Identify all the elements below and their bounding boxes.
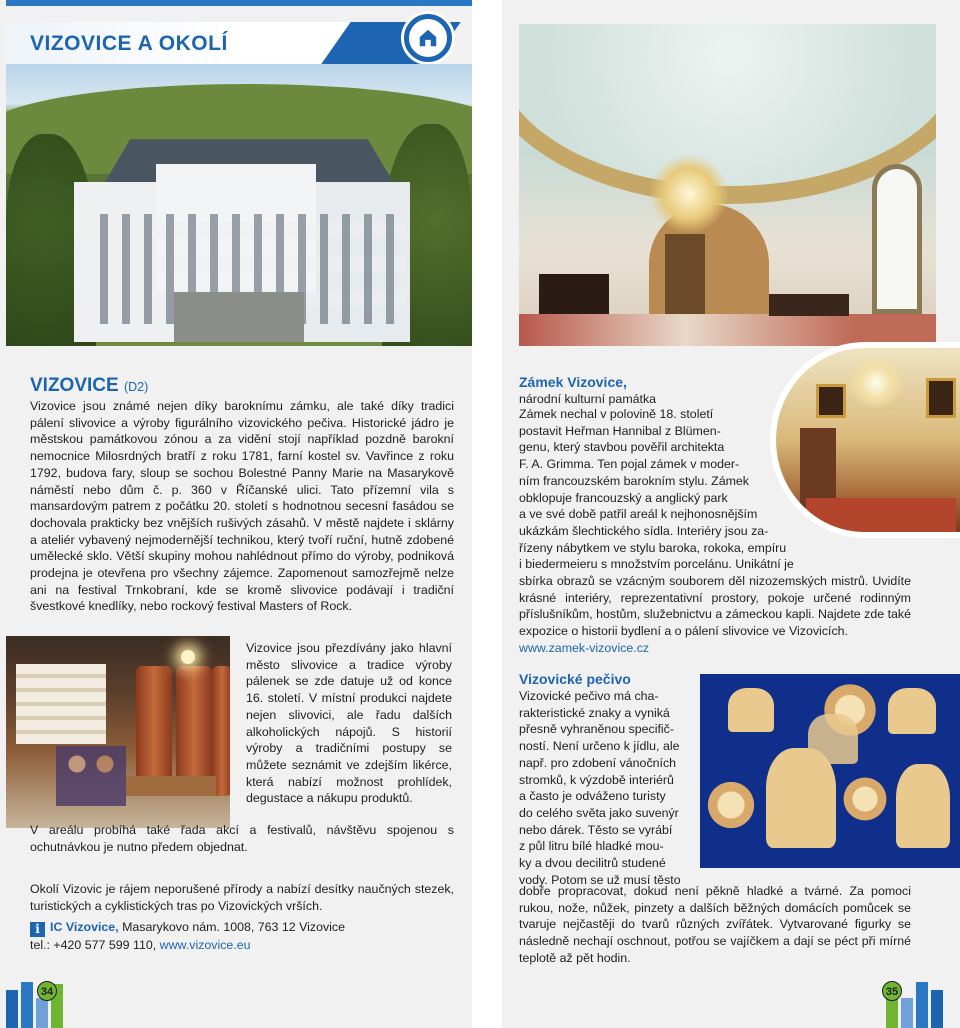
castle-rest: sbírka obrazů se vzácným souborem děl nizozemských mistrů. Uvidíte krásné interiéry, reprezentativní prostory, pokoje určené rodinným příslušníkům, hostům, služebnictvu a zámeckou kapli. Najdete zde také expozice o historii bydlení a o pálení slivovice ve Vizovicích. www.zamek-vizovice.cz <box>519 574 911 655</box>
page-number-left: 34 <box>37 981 57 1001</box>
castle-heading: Zámek Vizovice, <box>519 374 627 390</box>
info-block <box>30 919 454 954</box>
home-button[interactable] <box>404 14 452 62</box>
intro-text: Vizovice jsou známé nejen díky baroknímu zámku, ale také díky tradici pálení slivovice a výroby figurálního vizovického pečiva. Historické jádro je městskou památkovou zónou a za vidění stojí například pozdně barokní nemocnice Milosrdných bratří z roku 1781, farní kostel sv. Vavřince z roku 1792, budova fary, sloup se sochou Bolestné Panny Marie na Masarykově náměstí nebo dům č. p. 360 v Říčanské ulici. Tato přízemní vila s mansardovým patrem z počátku 20. století s hodnotnou secesní fasádou se dochovala prakticky bez vnějších rušivých zásahů. V městě najdete i sklárny a ateliér vybavený nejmodernější technikou, který tvoří ruční, hutně zdobené umělecké sklo. Větší skupiny mohou nahlédnout přímo do výroby, podniková prodejna je otevřena pro všechny zájemce. Zapomenout samozřejmě nelze ani na festival Trnkobraní, kde se kromě slivovice podávají i tradiční švestkové knedlíky, nebo rockový festival Masters of Rock. <box>30 399 454 614</box>
page-gutter <box>472 0 502 1028</box>
page-number-right: 35 <box>882 981 902 1001</box>
gingerbread-photo <box>700 674 960 868</box>
castle-subheading: národní kulturní památka <box>519 392 657 406</box>
header-band <box>6 0 472 6</box>
chateau-photo <box>6 64 472 346</box>
pastry-block: Vizovické pečivo Vizovické pečivo má cha- rakteristické znaky a vyniká přesně vyhraněnou specifič- ností. Není určeno k jídlu, ale např. pro zdobení vánočních stromků, k výzdobě interiérů a často je odváženo turisty do celého světa jako suvenýr nebo dárek. Těsto se vyrábí z půl litru bílé hladké mou- ky a dvou decilitrů studené vody. Potom se už musí těsto <box>519 670 699 888</box>
vizovice-heading: VIZOVICE (D2) <box>30 375 149 396</box>
pastry-heading: Vizovické pečivo <box>519 671 631 687</box>
vizovice-intro <box>30 375 454 615</box>
distillery-photo <box>6 636 230 828</box>
hall-photo <box>519 24 936 346</box>
interior-photo <box>770 342 960 538</box>
info-phone: tel.: +420 577 599 110, <box>30 938 157 952</box>
page-title: VIZOVICE A OKOLÍ <box>30 32 228 55</box>
info-name: IC Vizovice, <box>50 920 119 934</box>
castle-lines: Zámek nechal v polovině 18. století postavit Heřman Hannibal z Blümen- genu, který stavbou pověřil architekta F. A. Grimma. Ten pojal zámek v moder- ním francouzském barokním stylu. Zámek obklopuje francouzský a anglický park a ve své době patřil areál k nejhonosnějším ukázkám šlechtického sídla. Interiéry jsou za- řízeny nábytkem ve stylu baroka, rokoka, empíru i biedermeieru s množstvím porcelánu. Unikátní je <box>519 407 794 572</box>
slivovice-full: V areálu probíhá také řada akcí a festivalů, návštěvu spojenou s ochutnávkou je nutno předem objednat. <box>30 823 454 854</box>
home-icon <box>417 27 439 49</box>
nature-text: Okolí Vizovic je rájem neporušené přírody a nabízí desítky naučných stezek, turistických a cyklistických tras po Vizovických vrších. <box>30 882 454 913</box>
title-bar <box>6 22 406 64</box>
info-address: Masarykovo nám. 1008, 763 12 Vizovice <box>122 920 346 934</box>
pastry-rest: dobře propracovat, dokud není pěkně hladké a tvárné. Za pomoci rukou, nože, nůžek, pinzety a dalších běžných domácích pomůcek se tvaruje nejčastěji do tvarů různých zvířátek. Vytvarované figurky se následně nechají oschnout, potřou se vajíčkem a dají se péct při mírné teplotě až pět hodin. <box>519 884 911 965</box>
info-web-link[interactable]: www.vizovice.eu <box>159 938 251 952</box>
info-icon: i <box>30 922 45 937</box>
castle-block <box>519 373 769 408</box>
slivovice-side: Vizovice jsou přezdívány jako hlavní město slivovice a tradice výroby pálenek se zde datuje už od konce 16. století. V místní produkci najdete nejen slivovici, ale řadu dalších alkoholických nápojů. S historií výroby a tradičními postupy se můžete seznámit ve zdejším likérce, která nabízí možnost prohlídek, degustace a nákupu produktů. <box>246 641 452 806</box>
castle-web-link[interactable]: www.zamek-vizovice.cz <box>519 640 650 655</box>
